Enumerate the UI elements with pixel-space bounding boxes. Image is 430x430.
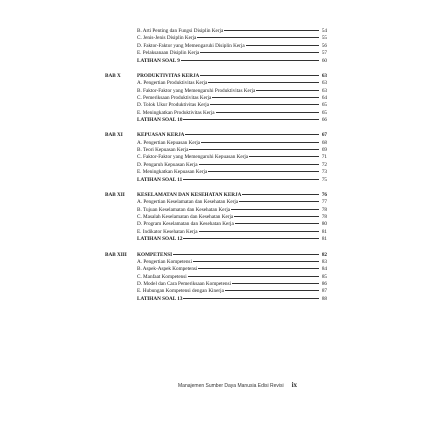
toc-item: A. Pengertian Produktivitas Kerja 63 (137, 80, 327, 87)
toc-item: B. Tujuan Keselamatan dan Kesehatan Kerja 78 (137, 206, 327, 213)
toc-chapter-heading: BAB XI KEPUASAN KERJA 67 (105, 132, 327, 139)
toc-item: D. Pengaruh Kepuasan Kerja 72 (137, 161, 327, 168)
page-footer (178, 381, 328, 389)
toc-item: A. Pengertian Kompetensi 83 (137, 258, 327, 265)
toc-chapter-heading: BAB XIII KOMPETENSI 82 (105, 251, 327, 258)
toc-item: E. Indikator Kesehatan Kerja 81 (137, 228, 327, 235)
toc-item: D. Faktor-Faktor yang Memengaruhi Disiplin Kerja 56 (137, 42, 327, 49)
toc-item: D. Program Keselamatan dan Kesehatan Kerja 80 (137, 221, 327, 228)
toc-item: A. Pengertian Keselamatan dan Kesehatan Kerja 77 (137, 199, 327, 206)
toc-item: A. Pengertian Kepuasan Kerja 68 (137, 139, 327, 146)
toc-item: C. Masalah Keselamatan dan Kesehatan Kerja 78 (137, 213, 327, 220)
toc-item: E. Hubungan Kompetensi dengan Kinerja 87 (137, 288, 327, 295)
book-title: Manajemen Sumber Daya Manusia Edisi Revisi (178, 383, 284, 389)
toc-latihan: LATIHAN SOAL 12 81 (137, 236, 327, 243)
toc-item: C. Faktor-Faktor yang Memengaruhi Kepuasan Kerja 71 (137, 154, 327, 161)
toc-item: B. Aspek-Aspek Kompetensi 84 (137, 266, 327, 273)
toc-item: C. Pemeriksaan Produktivitas Kerja 64 (137, 94, 327, 101)
toc-latihan: LATIHAN SOAL 13 88 (137, 295, 327, 302)
table-of-contents (105, 28, 327, 303)
toc-item: D. Model dan Cara Pemeriksaan Kompetensi 86 (137, 280, 327, 287)
toc-latihan: LATIHAN SOAL 10 66 (137, 117, 327, 124)
toc-item: D. Tolok Ukur Produktivitas Kerja 65 (137, 102, 327, 109)
toc-item: E. Pelaksanaan Disiplin Kerja 57 (137, 50, 327, 57)
toc-chapter-heading: BAB XII KESELAMATAN DAN KESEHATAN KERJA 76 (105, 192, 327, 199)
toc-item: C. Manfaat Kompetensi 85 (137, 273, 327, 280)
toc-item: B. Arti Penting dan Fungsi Disiplin Kerja 54 (137, 28, 327, 34)
toc-latihan: LATIHAN SOAL 9 60 (137, 57, 327, 64)
toc-item: C. Jenis-Jenis Disiplin Kerja 55 (137, 35, 327, 42)
toc-item: E. Meningkatkan Kepuasan Kerja 73 (137, 169, 327, 176)
toc-chapter-heading: BAB X PRODUKTIVITAS KERJA 63 (105, 72, 327, 79)
toc-item: E. Meningkatkan Produktivitas Kerja 65 (137, 109, 327, 116)
toc-item: B. Faktor-Faktor yang Memengaruhi Produktivitas Kerja 63 (137, 87, 327, 94)
toc-item: B. Teori Kepuasan Kerja 69 (137, 147, 327, 154)
toc-latihan: LATIHAN SOAL 11 75 (137, 176, 327, 183)
page-number: ix (291, 381, 298, 389)
